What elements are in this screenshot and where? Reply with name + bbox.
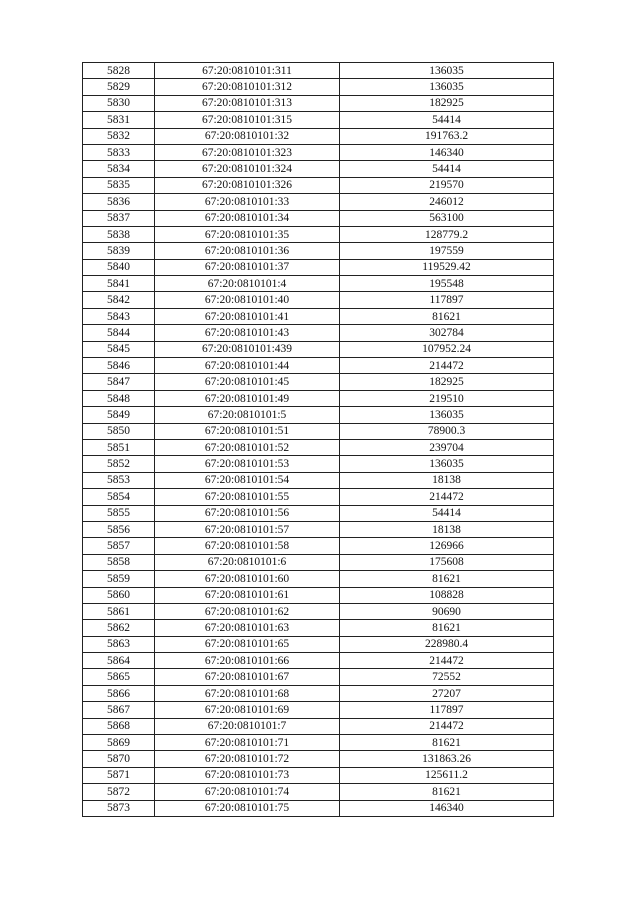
cadastral-number-cell: 67:20:0810101:33 [155,194,340,210]
value-cell: 126966 [340,538,554,554]
cadastral-number-cell: 67:20:0810101:74 [155,784,340,800]
row-number-cell: 5861 [83,603,155,619]
cadastral-number-cell: 67:20:0810101:45 [155,374,340,390]
cadastral-number-cell: 67:20:0810101:32 [155,128,340,144]
table-row [83,374,554,390]
value-cell: 175608 [340,554,554,570]
cadastral-number-cell: 67:20:0810101:67 [155,669,340,685]
cadastral-number-cell: 67:20:0810101:72 [155,751,340,767]
cadastral-number-cell: 67:20:0810101:75 [155,800,340,816]
cadastral-number-cell: 67:20:0810101:34 [155,210,340,226]
row-number-cell: 5854 [83,489,155,505]
table-row [83,194,554,210]
value-cell: 18138 [340,472,554,488]
row-number-cell: 5832 [83,128,155,144]
table-row [83,620,554,636]
row-number-cell: 5844 [83,325,155,341]
value-cell: 136035 [340,63,554,79]
value-cell: 146340 [340,800,554,816]
table-row [83,161,554,177]
table-row [83,226,554,242]
row-number-cell: 5867 [83,702,155,718]
row-number-cell: 5845 [83,341,155,357]
table-row [83,144,554,160]
cadastral-value-table [82,62,554,817]
table-row [83,63,554,79]
value-cell: 302784 [340,325,554,341]
table-row [83,587,554,603]
table-row [83,554,554,570]
table-row [83,210,554,226]
table-row [83,95,554,111]
value-cell: 117897 [340,292,554,308]
value-cell: 136035 [340,456,554,472]
row-number-cell: 5857 [83,538,155,554]
cadastral-number-cell: 67:20:0810101:323 [155,144,340,160]
cadastral-number-cell: 67:20:0810101:326 [155,177,340,193]
value-cell: 107952.24 [340,341,554,357]
row-number-cell: 5872 [83,784,155,800]
value-cell: 195548 [340,276,554,292]
value-cell: 90690 [340,603,554,619]
value-cell: 27207 [340,685,554,701]
row-number-cell: 5834 [83,161,155,177]
cadastral-number-cell: 67:20:0810101:49 [155,390,340,406]
table-row [83,571,554,587]
row-number-cell: 5855 [83,505,155,521]
table-row [83,390,554,406]
value-cell: 219570 [340,177,554,193]
row-number-cell: 5856 [83,521,155,537]
value-cell: 81621 [340,571,554,587]
table-row [83,325,554,341]
value-cell: 197559 [340,243,554,259]
table-row [83,259,554,275]
table-row [83,112,554,128]
cadastral-number-cell: 67:20:0810101:66 [155,653,340,669]
value-cell: 119529.42 [340,259,554,275]
table-row [83,292,554,308]
cadastral-number-cell: 67:20:0810101:69 [155,702,340,718]
cadastral-number-cell: 67:20:0810101:52 [155,439,340,455]
row-number-cell: 5842 [83,292,155,308]
value-cell: 563100 [340,210,554,226]
table-row [83,439,554,455]
value-cell: 182925 [340,374,554,390]
row-number-cell: 5862 [83,620,155,636]
cadastral-number-cell: 67:20:0810101:57 [155,521,340,537]
row-number-cell: 5828 [83,63,155,79]
value-cell: 54414 [340,505,554,521]
row-number-cell: 5851 [83,439,155,455]
cadastral-number-cell: 67:20:0810101:43 [155,325,340,341]
table-row [83,341,554,357]
row-number-cell: 5869 [83,735,155,751]
row-number-cell: 5873 [83,800,155,816]
value-cell: 81621 [340,784,554,800]
value-cell: 246012 [340,194,554,210]
row-number-cell: 5843 [83,308,155,324]
table-body [83,63,554,817]
value-cell: 81621 [340,735,554,751]
value-cell: 72552 [340,669,554,685]
table-row [83,456,554,472]
cadastral-number-cell: 67:20:0810101:41 [155,308,340,324]
row-number-cell: 5870 [83,751,155,767]
cadastral-number-cell: 67:20:0810101:55 [155,489,340,505]
value-cell: 78900.3 [340,423,554,439]
value-cell: 131863.26 [340,751,554,767]
value-cell: 191763.2 [340,128,554,144]
value-cell: 54414 [340,161,554,177]
table-row [83,308,554,324]
table-row [83,653,554,669]
table-row [83,128,554,144]
cadastral-number-cell: 67:20:0810101:53 [155,456,340,472]
row-number-cell: 5852 [83,456,155,472]
table-row [83,489,554,505]
cadastral-number-cell: 67:20:0810101:51 [155,423,340,439]
value-cell: 239704 [340,439,554,455]
cadastral-number-cell: 67:20:0810101:311 [155,63,340,79]
cadastral-number-cell: 67:20:0810101:60 [155,571,340,587]
row-number-cell: 5836 [83,194,155,210]
cadastral-number-cell: 67:20:0810101:313 [155,95,340,111]
cadastral-number-cell: 67:20:0810101:44 [155,358,340,374]
row-number-cell: 5865 [83,669,155,685]
row-number-cell: 5863 [83,636,155,652]
row-number-cell: 5829 [83,79,155,95]
row-number-cell: 5850 [83,423,155,439]
row-number-cell: 5831 [83,112,155,128]
row-number-cell: 5840 [83,259,155,275]
cadastral-number-cell: 67:20:0810101:5 [155,407,340,423]
cadastral-number-cell: 67:20:0810101:7 [155,718,340,734]
row-number-cell: 5846 [83,358,155,374]
table-row [83,521,554,537]
row-number-cell: 5835 [83,177,155,193]
value-cell: 125611.2 [340,767,554,783]
cadastral-number-cell: 67:20:0810101:65 [155,636,340,652]
table-row [83,407,554,423]
cadastral-number-cell: 67:20:0810101:4 [155,276,340,292]
cadastral-number-cell: 67:20:0810101:68 [155,685,340,701]
row-number-cell: 5841 [83,276,155,292]
table-row [83,472,554,488]
value-cell: 136035 [340,407,554,423]
row-number-cell: 5859 [83,571,155,587]
cadastral-number-cell: 67:20:0810101:61 [155,587,340,603]
row-number-cell: 5858 [83,554,155,570]
row-number-cell: 5833 [83,144,155,160]
row-number-cell: 5868 [83,718,155,734]
table-row [83,767,554,783]
row-number-cell: 5830 [83,95,155,111]
table-row [83,718,554,734]
value-cell: 128779.2 [340,226,554,242]
cadastral-number-cell: 67:20:0810101:54 [155,472,340,488]
table-row [83,538,554,554]
value-cell: 219510 [340,390,554,406]
cadastral-number-cell: 67:20:0810101:71 [155,735,340,751]
table-row [83,735,554,751]
cadastral-number-cell: 67:20:0810101:63 [155,620,340,636]
cadastral-number-cell: 67:20:0810101:324 [155,161,340,177]
row-number-cell: 5839 [83,243,155,259]
row-number-cell: 5853 [83,472,155,488]
row-number-cell: 5837 [83,210,155,226]
value-cell: 214472 [340,653,554,669]
value-cell: 108828 [340,587,554,603]
value-cell: 117897 [340,702,554,718]
cadastral-number-cell: 67:20:0810101:35 [155,226,340,242]
table-row [83,636,554,652]
value-cell: 228980.4 [340,636,554,652]
cadastral-number-cell: 67:20:0810101:73 [155,767,340,783]
table-row [83,751,554,767]
row-number-cell: 5866 [83,685,155,701]
value-cell: 146340 [340,144,554,160]
table-row [83,784,554,800]
row-number-cell: 5864 [83,653,155,669]
cadastral-number-cell: 67:20:0810101:40 [155,292,340,308]
cadastral-number-cell: 67:20:0810101:312 [155,79,340,95]
value-cell: 81621 [340,308,554,324]
cadastral-number-cell: 67:20:0810101:62 [155,603,340,619]
value-cell: 136035 [340,79,554,95]
table-row [83,423,554,439]
value-cell: 182925 [340,95,554,111]
row-number-cell: 5871 [83,767,155,783]
value-cell: 18138 [340,521,554,537]
table-row [83,177,554,193]
row-number-cell: 5860 [83,587,155,603]
table-row [83,702,554,718]
table-row [83,669,554,685]
row-number-cell: 5848 [83,390,155,406]
value-cell: 81621 [340,620,554,636]
table-row [83,603,554,619]
cadastral-number-cell: 67:20:0810101:58 [155,538,340,554]
row-number-cell: 5849 [83,407,155,423]
value-cell: 214472 [340,718,554,734]
value-cell: 214472 [340,489,554,505]
table-row [83,685,554,701]
table-row [83,276,554,292]
cadastral-number-cell: 67:20:0810101:439 [155,341,340,357]
table-row [83,358,554,374]
table-row [83,243,554,259]
table-row [83,79,554,95]
row-number-cell: 5847 [83,374,155,390]
value-cell: 54414 [340,112,554,128]
cadastral-number-cell: 67:20:0810101:36 [155,243,340,259]
cadastral-number-cell: 67:20:0810101:56 [155,505,340,521]
cadastral-number-cell: 67:20:0810101:37 [155,259,340,275]
table-row [83,800,554,816]
table-row [83,505,554,521]
cadastral-number-cell: 67:20:0810101:6 [155,554,340,570]
row-number-cell: 5838 [83,226,155,242]
cadastral-number-cell: 67:20:0810101:315 [155,112,340,128]
value-cell: 214472 [340,358,554,374]
